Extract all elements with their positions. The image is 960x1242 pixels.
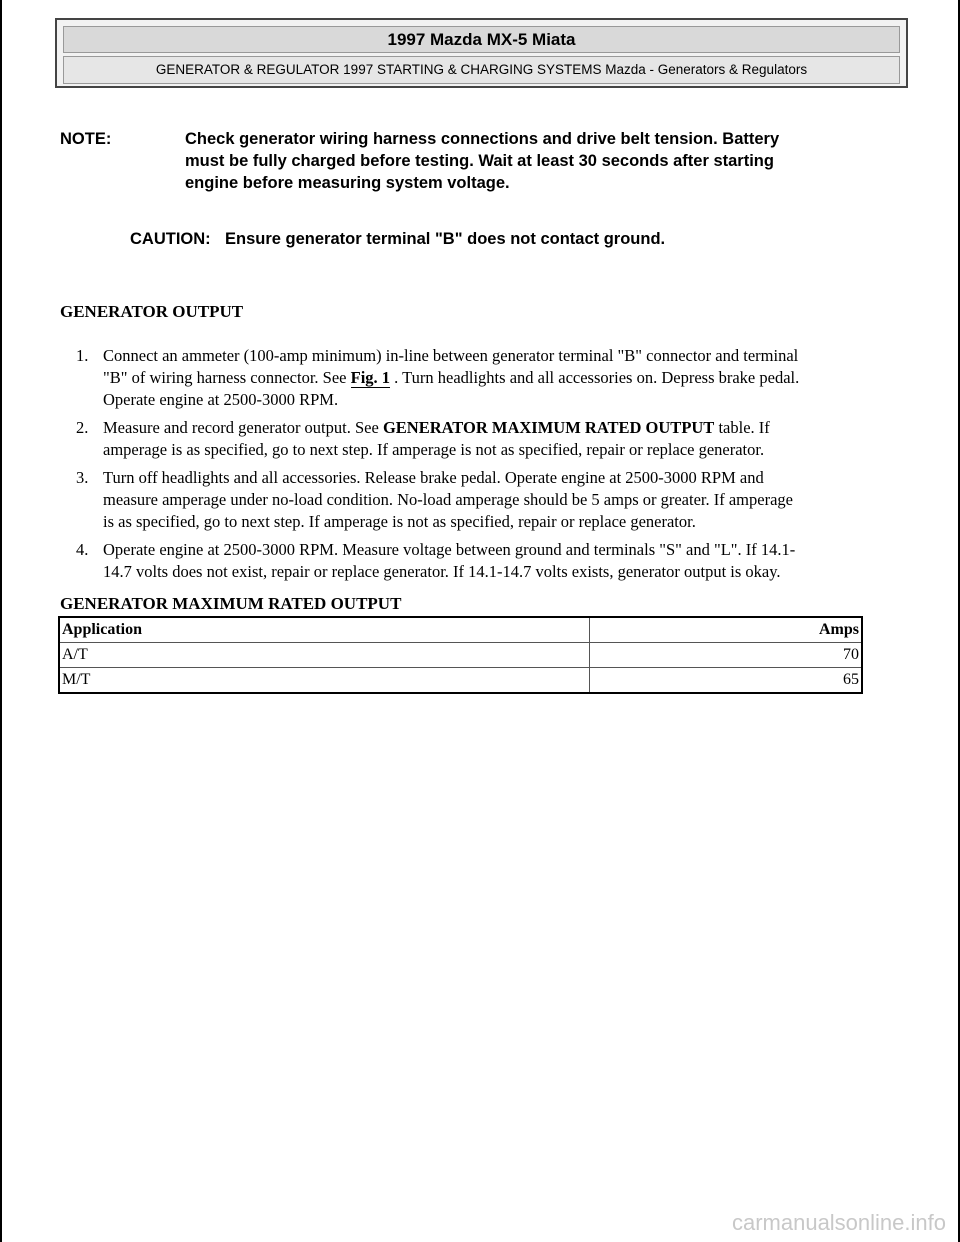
cell-amps: 65 [590,668,863,694]
step-text: Operate engine at 2500-3000 RPM. [103,390,339,409]
note-text [185,128,895,194]
step-text: Measure and record generator output. See [103,418,383,437]
note-line: engine before measuring system voltage. [185,174,510,192]
rated-output-table [58,616,863,694]
cell-application: M/T [59,668,590,694]
step-text: measure amperage under no-load condition. No-load amperage should be 5 amps or greater. If amperage [103,490,793,509]
step-text: amperage is as specified, go to next step. If amperage is not as specified, repair or replace generator. [103,440,765,459]
step-number: 1. [76,346,89,365]
table-row [59,643,862,668]
page-border-left [0,0,2,1242]
note-line: must be fully charged before testing. Wait at least 30 seconds after starting [185,152,774,170]
document-subtitle: GENERATOR & REGULATOR 1997 STARTING & CHARGING SYSTEMS Mazda - Generators & Regulators [63,56,900,84]
table-reference: GENERATOR MAXIMUM RATED OUTPUT [382,418,715,437]
step-text: table. If [714,418,770,437]
document-header [55,18,908,88]
cell-amps: 70 [590,643,863,668]
table-header-row [59,617,862,643]
table-row [59,668,862,694]
procedure-step [60,467,910,533]
document-title: 1997 Mazda MX-5 Miata [63,26,900,53]
cell-application: A/T [59,643,590,668]
procedure-step [60,539,910,583]
step-text: . Turn headlights and all accessories on. Depress brake pedal. [390,368,800,387]
step-number: 3. [76,468,89,487]
column-header-amps: Amps [590,617,863,643]
step-text: Turn off headlights and all accessories. Release brake pedal. Operate engine at 2500-3000 RPM and [103,468,764,487]
section-heading: GENERATOR OUTPUT [60,302,244,321]
step-text: Connect an ammeter (100-amp minimum) in-line between generator terminal "B" connector and terminal [103,346,799,365]
procedure-steps [60,345,910,589]
procedure-step [60,345,910,411]
note-line: Check generator wiring harness connections and drive belt tension. Battery [185,130,780,148]
column-header-application: Application [59,617,590,643]
figure-link[interactable]: Fig. 1 [350,368,391,387]
site-watermark: carmanualsonline.info [731,1210,946,1235]
caution-label: CAUTION: [130,230,211,248]
step-number: 2. [76,418,89,437]
note-label: NOTE: [60,130,112,148]
procedure-step [60,417,910,461]
table-heading: GENERATOR MAXIMUM RATED OUTPUT [60,594,402,613]
step-text: is as specified, go to next step. If amperage is not as specified, repair or replace generator. [103,512,696,531]
step-number: 4. [76,540,89,559]
caution-block [130,228,890,250]
caution-text: Ensure generator terminal "B" does not contact ground. [225,230,666,248]
step-text: 14.7 volts does not exist, repair or replace generator. If 14.1-14.7 volts exists, generator output is okay. [103,562,781,581]
step-text: "B" of wiring harness connector. See [103,368,351,387]
step-text: Operate engine at 2500-3000 RPM. Measure voltage between ground and terminals "S" and "L". If 14.1- [103,540,796,559]
